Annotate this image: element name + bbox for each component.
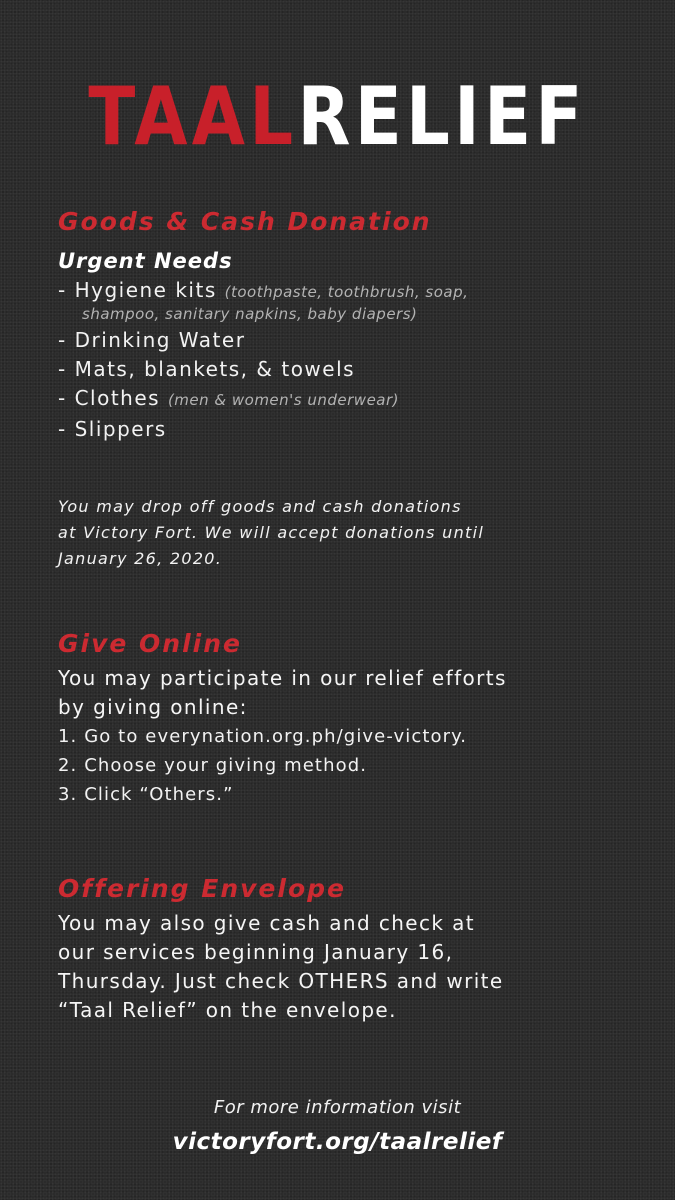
- page-title: [47, 62, 628, 172]
- list-item-drinking-water: [58, 326, 638, 355]
- title-taal: TAAL: [88, 70, 298, 163]
- list-item-slippers: [58, 415, 638, 444]
- list-item-label: - Slippers: [58, 417, 167, 441]
- dropoff-line: at Victory Fort. We will accept donations until: [58, 523, 485, 542]
- give-online-section: [58, 624, 638, 809]
- envelope-line: You may also give cash and check at: [58, 911, 476, 935]
- intro-line: You may participate in our relief efforts: [58, 666, 507, 690]
- offering-envelope-text: [58, 909, 638, 1025]
- step-2: 2. Choose your giving method.: [58, 755, 368, 776]
- list-item-note-continued: shampoo, sanitary napkins, baby diapers): [82, 305, 418, 323]
- list-item-clothes: [58, 384, 638, 415]
- list-item-label: - Clothes: [58, 386, 161, 410]
- offering-envelope-heading: Offering Envelope: [58, 874, 346, 903]
- list-item-label: - Hygiene kits: [58, 278, 217, 302]
- list-item-note: (toothpaste, toothbrush, soap,: [224, 283, 469, 301]
- list-item-note: (men & women's underwear): [167, 391, 400, 409]
- title-relief: RELIEF: [297, 70, 587, 163]
- dropoff-note: [58, 494, 638, 572]
- footer: [0, 1093, 675, 1161]
- give-online-heading: Give Online: [58, 629, 242, 658]
- urgent-needs-heading: Urgent Needs: [58, 249, 233, 273]
- dropoff-line: You may drop off goods and cash donations: [58, 497, 462, 516]
- footer-info-text: For more information visit: [213, 1097, 462, 1118]
- list-item-label: - Drinking Water: [58, 328, 246, 352]
- list-item-mats-blankets: [58, 355, 638, 384]
- offering-envelope-section: [58, 869, 638, 1025]
- dropoff-line: January 26, 2020.: [58, 549, 223, 568]
- footer-link[interactable]: victoryfort.org/taalrelief: [172, 1129, 503, 1155]
- envelope-line: our services beginning January 16,: [58, 940, 454, 964]
- envelope-line: Thursday. Just check OTHERS and write: [58, 969, 504, 993]
- intro-line: by giving online:: [58, 695, 248, 719]
- goods-donation-heading: Goods & Cash Donation: [58, 207, 432, 236]
- goods-donation-section: [58, 202, 638, 572]
- envelope-line: “Taal Relief” on the envelope.: [58, 998, 397, 1022]
- step-3: 3. Click “Others.”: [58, 784, 234, 805]
- give-online-intro: [58, 664, 638, 722]
- step-1: 1. Go to everynation.org.ph/give-victory.: [58, 726, 468, 747]
- list-item-label: - Mats, blankets, & towels: [58, 357, 356, 381]
- main-content: [58, 202, 638, 1025]
